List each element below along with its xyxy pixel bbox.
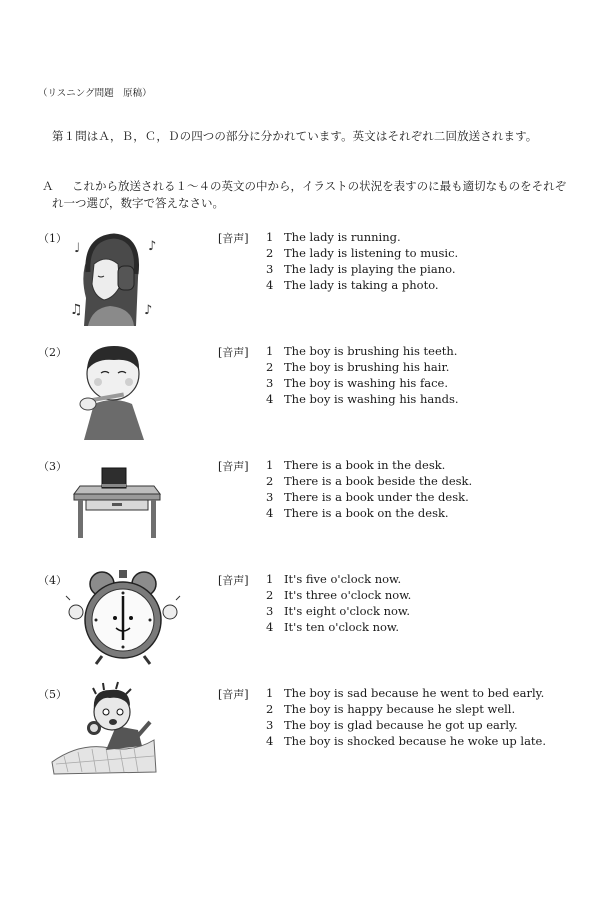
question-number: （2） — [38, 346, 67, 359]
option: 4 There is a book on the desk. — [266, 506, 449, 520]
svg-text:♩: ♩ — [74, 241, 81, 256]
options-list — [266, 571, 411, 635]
page-header: （リスニング問題 原稿） — [38, 88, 152, 99]
option: 3 The lady is playing the piano. — [266, 262, 456, 276]
option: 3 The boy is washing his face. — [266, 376, 448, 390]
option: 1 There is a book in the desk. — [266, 458, 446, 472]
question-number: （4） — [38, 574, 67, 587]
alarm-clock-icon — [66, 564, 180, 664]
question-number: （5） — [38, 688, 67, 701]
option: 4 It's ten o'clock now. — [266, 620, 400, 634]
boy-brushing-teeth-icon — [74, 340, 152, 440]
option: 4 The lady is taking a photo. — [266, 278, 439, 292]
audio-tag: [音声] — [218, 232, 249, 245]
option: 2 The lady is listening to music. — [266, 246, 459, 260]
svg-text:♫: ♫ — [70, 302, 83, 318]
desk-with-book-icon — [72, 462, 162, 540]
option: 2 It's three o'clock now. — [266, 588, 412, 602]
options-list — [266, 343, 459, 407]
option: 1 It's five o'clock now. — [266, 572, 402, 586]
option: 4 The boy is shocked because he woke up late. — [266, 734, 547, 748]
option: 2 The boy is happy because he slept well. — [266, 702, 516, 716]
option: 1 The boy is sad because he went to bed early. — [266, 686, 545, 700]
option: 1 The boy is brushing his teeth. — [266, 344, 458, 358]
headphones-lady-icon — [66, 228, 162, 326]
section-a-line-1: これから放送される１～４の英文の中から，イラストの状況を表すのに最も適切なものをそれぞ — [72, 179, 567, 193]
options-list — [266, 229, 458, 293]
section-a-letter: Ａ — [42, 179, 54, 193]
intro-text: 第１問はＡ，Ｂ，Ｃ，Ｄの四つの部分に分かれています。英文はそれぞれ二回放送されます。 — [52, 129, 538, 143]
section-a-line-2: れ一つ選び，数字で答えなさい。 — [52, 196, 225, 210]
options-list — [266, 685, 546, 749]
svg-text:♪: ♪ — [144, 303, 153, 318]
option: 3 The boy is glad because he got up early. — [266, 718, 518, 732]
option: 1 The lady is running. — [266, 230, 401, 244]
option: 3 It's eight o'clock now. — [266, 604, 411, 618]
audio-tag: [音声] — [218, 688, 249, 701]
boy-waking-up-late-icon — [50, 682, 158, 774]
options-list — [266, 457, 472, 521]
audio-tag: [音声] — [218, 346, 249, 359]
audio-tag: [音声] — [218, 574, 249, 587]
option: 2 There is a book beside the desk. — [266, 474, 473, 488]
svg-text:♪: ♪ — [148, 239, 157, 254]
question-number: （3） — [38, 460, 67, 473]
audio-tag: [音声] — [218, 460, 249, 473]
option: 4 The boy is washing his hands. — [266, 392, 459, 406]
question-number: （1） — [38, 232, 67, 245]
option: 3 There is a book under the desk. — [266, 490, 469, 504]
option: 2 The boy is brushing his hair. — [266, 360, 450, 374]
